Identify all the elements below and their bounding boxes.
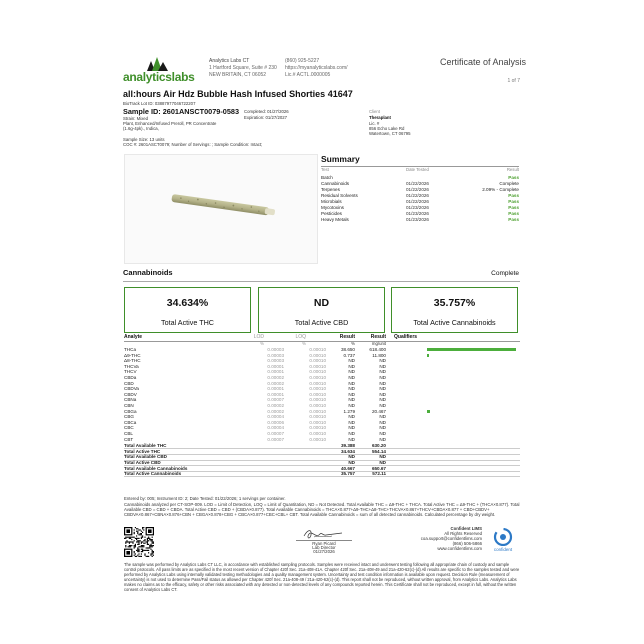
confident-email[interactable]: coa.support@confidentlims.com [420, 536, 482, 541]
analyte-result-mg: ND [379, 391, 386, 397]
lab-logo [123, 57, 203, 87]
analyte-name: CBCa [124, 419, 137, 425]
summary-col-date: Date Tested [406, 167, 429, 172]
total-cannabinoids-value: 35.757% [433, 297, 476, 309]
analyte-lod: 0.00001 [267, 386, 284, 392]
analyte-result-pct: ND [348, 391, 355, 397]
analyte-result-pct: ND [348, 425, 355, 431]
total-thc-label: Total Active THC [161, 318, 214, 327]
analyte-result-mg: ND [379, 380, 386, 386]
analyte-name: CBNa [124, 397, 137, 403]
analyte-result-mg: ND [379, 363, 386, 369]
analyte-name: CBD [124, 380, 134, 386]
preroll-image [125, 155, 317, 263]
analyte-name: THCa [124, 347, 136, 352]
analyte-loq: 0.00010 [309, 436, 326, 442]
confident-logo-text: confident [493, 547, 513, 552]
summary-test-name: Cannabinoids [321, 181, 350, 186]
analyte-result-mg: ND [379, 397, 386, 403]
analyte-lod: 0.00004 [267, 414, 284, 420]
analyte-lod: 0.00001 [267, 363, 284, 369]
sample-size: Sample Size: 13 units [123, 137, 165, 142]
total-result-pct: 35.757 [340, 471, 355, 477]
signature-image [302, 527, 344, 541]
analyte-result-mg: ND [379, 386, 386, 392]
summary-test-result: Pass [508, 205, 519, 210]
summary-test-result: Pass [508, 211, 519, 216]
analyte-loq: 0.00010 [309, 403, 326, 408]
logo-text: analyticslabs [123, 70, 195, 84]
summary-test-date: 01/22/2026 [406, 181, 429, 186]
analyte-name: CBDV [124, 391, 137, 397]
total-name: Total Available THC [124, 443, 167, 449]
unit-lod: % [260, 341, 264, 346]
notes-entered: Entered by: 005; Instrument ID: 2; Date Tested: 01/22/2026; 1 servings per container. [124, 496, 286, 501]
client-label: Client [369, 109, 380, 114]
summary-test-name: Batch [321, 175, 333, 180]
total-result-mg: ND [379, 460, 386, 465]
lab-address-1: 1 Hartford Square, Suite # 230 [209, 65, 277, 71]
summary-test-result: Complete [499, 181, 519, 186]
page-number: 1 of 7 [507, 78, 520, 84]
col-result-2: Result [370, 334, 386, 340]
analyte-name: CBDa [124, 375, 137, 380]
sample-id: Sample ID: 2601ANSCT0079-0583 [123, 107, 239, 116]
completed-date: Completed: 01/27/2026 [244, 109, 289, 114]
analyte-result-pct: ND [348, 358, 355, 364]
analyte-result-mg: ND [379, 358, 386, 364]
analyte-loq: 0.00010 [309, 414, 326, 420]
analyte-name: CBN [124, 403, 134, 408]
signature-date: 01/27/2026 [313, 549, 335, 554]
total-result-mg: ND [379, 454, 386, 460]
analyte-name: CBC [124, 425, 134, 431]
total-result-mg: 630.20 [371, 443, 386, 449]
analyte-result-pct: ND [348, 414, 355, 420]
analyte-result-mg: ND [379, 436, 386, 442]
analyte-lod: 0.00001 [267, 369, 284, 375]
lab-license: Lic.# ACTL.0000005 [285, 72, 331, 78]
summary-test-date: 01/22/2026 [406, 187, 429, 192]
col-qualifiers: Qualifiers [394, 334, 418, 340]
total-thc-value: 34.634% [166, 297, 209, 309]
analyte-result-pct: ND [348, 397, 355, 403]
summary-test-date: 01/22/2026 [406, 193, 429, 198]
analyte-result-mg: ND [379, 425, 386, 431]
analyte-loq: 0.00010 [309, 369, 326, 375]
unit-loq: % [302, 341, 306, 346]
analyte-loq: 0.00010 [309, 425, 326, 431]
unit-result-2: mg/unit [371, 341, 386, 346]
client-license: Lic. # [369, 121, 380, 126]
analyte-result-mg: ND [379, 419, 386, 425]
analyte-lod: 0.00002 [267, 380, 284, 386]
total-name: Total Active Cannabinoids [124, 471, 182, 477]
total-name: Total Available CBD [124, 454, 167, 460]
analyte-result-pct: ND [348, 431, 355, 436]
analyte-lod: 0.00001 [267, 391, 284, 397]
confident-site[interactable]: www.confidentlims.com [437, 546, 482, 551]
analyte-lod: 0.00002 [267, 403, 284, 408]
analyte-loq: 0.00010 [309, 431, 326, 436]
analyte-lod: 0.00002 [267, 408, 284, 414]
strain: Strain: Mixed [123, 116, 149, 121]
total-result-mg: 650.67 [371, 465, 386, 471]
lab-website[interactable]: https://myanalyticslabs.com/ [285, 65, 348, 71]
analyte-loq: 0.00010 [309, 358, 326, 364]
analyte-name: CBL [124, 431, 133, 436]
analyte-lod: 0.00003 [267, 358, 284, 364]
analyte-loq: 0.00010 [309, 363, 326, 369]
analyte-loq: 0.00010 [309, 380, 326, 386]
qualifier-bar [427, 410, 430, 413]
summary-test-name: Mycotoxins [321, 205, 344, 210]
summary-test-name: Terpenes [321, 187, 340, 192]
analyte-name: CBT [124, 436, 134, 442]
col-lod: LOD [253, 334, 264, 340]
analyte-name: Δ8-THC [124, 358, 141, 364]
analyte-result-pct: 0.737 [343, 352, 355, 358]
doc-title: Certificate of Analysis [440, 57, 527, 67]
total-name: Total Available Cannabinoids [124, 465, 188, 471]
signer-title: Lab Director [312, 545, 336, 550]
summary-test-result: Pass [508, 217, 519, 222]
total-name: Total Active THC [124, 448, 161, 454]
analyte-result-pct: ND [348, 436, 355, 442]
analyte-result-pct: ND [348, 403, 355, 408]
client-name: Theraplant [369, 115, 391, 120]
total-result-mg: 572.11 [372, 471, 386, 477]
analyte-result-mg: 20.467 [371, 408, 386, 414]
analyte-lod: 0.00007 [267, 431, 284, 436]
analyte-result-pct: 38.650 [340, 347, 355, 352]
analyte-loq: 0.00010 [309, 386, 326, 392]
summary-test-date: 01/23/2026 [406, 211, 429, 216]
total-name: Total Active CBD [124, 460, 161, 465]
logo-bars-icon [145, 57, 171, 71]
summary-test-result: Pass [508, 175, 519, 180]
client-address-1: 856 Echo Lake Rd [369, 126, 405, 131]
analyte-row [124, 437, 520, 443]
lab-address-2: NEW BRITAIN, CT 06052 [209, 72, 267, 78]
analyte-lod: 0.00007 [267, 397, 284, 403]
qr-code[interactable] [124, 527, 154, 557]
confident-title: Confident LIMS [450, 526, 482, 531]
total-cbd-box [258, 287, 385, 333]
summary-test-name: Microbials [321, 199, 342, 204]
analyte-name: THCVa [124, 363, 139, 369]
total-cbd-label: Total Active CBD [294, 318, 349, 327]
matrix: Plant, Enhanced/Infused Preroll, PR Concentrate [123, 121, 217, 126]
qualifier-bar [427, 354, 429, 357]
signature [302, 527, 344, 541]
analyte-result-mg: 11.800 [372, 352, 386, 358]
product-image [124, 154, 318, 264]
footer-disclaimer: The sample was performed by Analytics Labs CT LLC, in accordance with established sampling protocols. Samples were received intact and underwent testing following all appropriate chain of custody and sample control protocols. All pass limits are as specified in the most recent version of Chapter 420f Sec. 21a-408-41A. Chapter 420f Sec. 21a-408-49 and 21a-420-62(c)-(d) All results are specific to the samples tested and were performed by Analytics Labs using internally validated testing methodologies and a quality management system. Uncertainty and test condition information is available upon request. Decision Rule (measurement of uncertainty) is not used to determine Pass/Fail status as allowed per Chapter 420f Sec. 21a-408-49 / 21a-420-62(c)-(d). This report shall not be reproduced, without written approval, from Analytics Labs. Analytics Labs makes no claims as to the efficacy, safety or other risks associated with any detected or non-detected levels of any compounds reported herein. This Certificate shall not be reproduced, except in full, without the written consent of Analytics Labs CT. [124, 562, 520, 592]
confident-logo-icon [488, 528, 518, 546]
summary-test-date: 01/23/2026 [406, 217, 429, 222]
analyte-lod: 0.00007 [267, 436, 284, 442]
analyte-lod: 0.00006 [267, 419, 284, 425]
unit-result: % [351, 341, 355, 346]
analyte-result-pct: ND [348, 375, 355, 380]
total-result-pct: 39.388 [340, 443, 355, 449]
col-result: Result [339, 334, 355, 340]
summary-test-name: Pesticides [321, 211, 342, 216]
analyte-result-pct: ND [348, 369, 355, 375]
confident-phone: (866) 506-5866 [452, 541, 482, 546]
analyte-name: Δ9-THC [124, 352, 141, 358]
analyte-lod: 0.00003 [267, 347, 284, 352]
analyte-result-pct: ND [348, 380, 355, 386]
analyte-loq: 0.00010 [309, 419, 326, 425]
summary-title: Summary [321, 154, 360, 164]
analyte-lod: 0.00002 [267, 375, 284, 380]
summary-col-test: Test [321, 167, 329, 172]
analyte-result-pct: ND [348, 419, 355, 425]
analyte-result-mg: ND [379, 369, 386, 375]
product-title: all:hours Air Hdz Bubble Hash Infused Shorties 41647 [123, 89, 353, 99]
signer-name: Ryan Picard [312, 541, 336, 546]
analyte-loq: 0.00010 [309, 352, 326, 358]
analyte-result-mg: ND [379, 403, 386, 408]
analyte-loq: 0.00010 [309, 397, 326, 403]
package-size: (1.6g-4pk)., Indica, [123, 126, 159, 131]
biotrack-id: BioTrack Lot ID: 03887977046722207 [123, 101, 196, 106]
qr-code-icon [124, 527, 154, 557]
analyte-name: CBDVa [124, 386, 139, 392]
analyte-result-mg: ND [379, 375, 386, 380]
col-loq: LOQ [295, 334, 306, 340]
total-cannabinoids-box [391, 287, 518, 333]
analyte-name: CBG [124, 414, 134, 420]
analyte-name: THCV [124, 369, 137, 375]
confident-rights: All Rights Reserved [444, 531, 482, 536]
summary-test-result: Pass [508, 199, 519, 204]
expiration-date: Expiration: 01/27/2027 [244, 115, 288, 120]
lab-phone: (860) 925-5227 [285, 58, 320, 64]
total-cbd-value: ND [313, 297, 330, 309]
analyte-loq: 0.00010 [309, 375, 326, 380]
summary-test-date: 01/23/2026 [406, 205, 429, 210]
summary-test-result: Pass [508, 193, 519, 198]
col-analyte: Analyte [124, 334, 143, 340]
summary-test-name: Residual Solvents [321, 193, 358, 198]
analyte-name: CBGa [124, 408, 137, 414]
notes-method: Cannabinoids analyzed per CT-SOP-009. LOD = Limit of Detection, LOQ = Limit of Quantitation, ND = Not Detected. Total Available THC = Δ9-THC + THCA. Total Active THC = Δ9-THC + (THCA×0.877). Total Available CBD = CBD + CBDA. Total Active CBD = CBD + (CBDA×0.877). Total Available Cannabinoids = THCA×0.877+Δ9-THC+Δ8-THC+THCVA×0.867+THCV+CBDA×0.877 + CBD+CBDV+ CBDVA×0.867+CBNA×0.876+CBN + CBGA×0.878+CBG + CBCA×0.877+CBC+CBL+ CBT. Total Available Cannabinoids = sum of all detected cannabinoids. Calculated percentage by dry weight. [124, 502, 520, 518]
analyte-result-pct: ND [348, 386, 355, 392]
total-result-pct: ND [348, 460, 355, 465]
summary-test-date: 01/22/2026 [406, 199, 429, 204]
total-result-mg: 554.14 [371, 448, 386, 454]
qualifier-bar [427, 348, 516, 351]
summary-test-name: Heavy Metals [321, 217, 349, 222]
cannabinoids-divider [123, 281, 520, 282]
analyte-result-mg: ND [379, 414, 386, 420]
coc-info: COC #: 2601ASCT0079; Number of Servings: ; Sample Condition: Intact; [123, 142, 263, 147]
analyte-loq: 0.00010 [309, 408, 326, 414]
summary-row [321, 217, 519, 223]
total-thc-box [124, 287, 251, 333]
lab-name: Analytics Labs CT [209, 58, 250, 64]
client-address-2: Watertown, CT 06795 [369, 131, 411, 136]
cannabinoids-title: Cannabinoids [123, 268, 173, 277]
total-result-pct: ND [348, 454, 355, 460]
summary-test-result: 2.09% - Complete [482, 187, 519, 192]
total-cannabinoids-label: Total Active Cannabinoids [413, 318, 496, 327]
total-result-pct: 40.667 [340, 465, 355, 471]
analyte-lod: 0.00004 [267, 425, 284, 431]
analyte-result-mg: 618.400 [369, 347, 386, 352]
summary-col-result: Result [506, 167, 519, 172]
analyte-result-mg: ND [379, 431, 386, 436]
analyte-loq: 0.00010 [309, 391, 326, 397]
analyte-loq: 0.00010 [309, 347, 326, 352]
cannabinoids-status: Complete [491, 270, 519, 277]
total-result-pct: 34.634 [340, 448, 355, 454]
confident-logo [488, 528, 518, 554]
analyte-result-pct: 1.279 [343, 408, 355, 414]
analyte-lod: 0.00003 [267, 352, 284, 358]
analyte-result-pct: ND [348, 363, 355, 369]
